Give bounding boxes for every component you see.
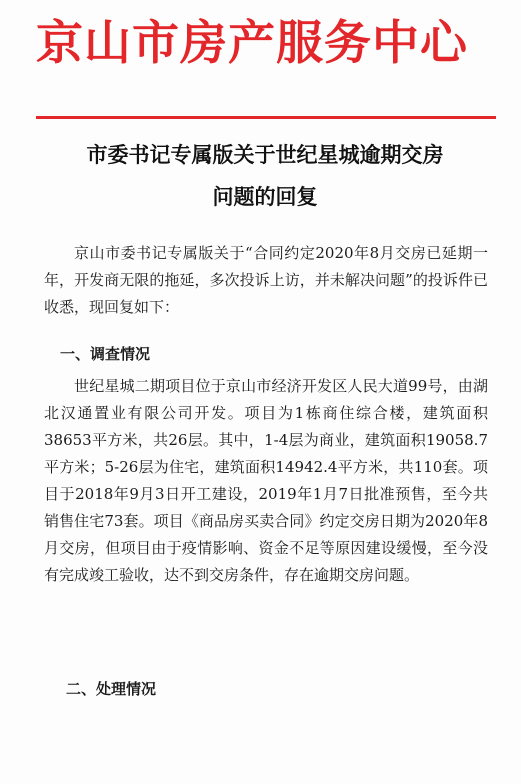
letterhead-org-name: 京山市房产服务中心 (36, 16, 468, 71)
intro-paragraph: 京山市委书记专属版关于“合同约定2020年8月交房已延期一年，开发商无限的拖延，多次投诉上访，并未解决问题”的投诉件已收悉，现回复如下： (44, 244, 488, 316)
document-title (40, 134, 490, 218)
document-title-line-1: 市委书记专属版关于世纪星城逾期交房 (86, 143, 444, 167)
section-1-paragraph: 世纪星城二期项目位于京山市经济开发区人民大道99号，由湖北汉通置业有限公司开发。项目为1栋商住综合楼，建筑面积38653平方米，共26层。其中，1-4层为商业，建筑面积19058.7平方米；5-26层为住宅，建筑面积14942.4平方米，共110套。项目于2018年9月3日开工建设，2019年1月7日批准预售，至今共销售住宅73套。项目《商品房买卖合同》约定交房日期为2020年8月交房，但项目由于疫情影响、资金不足等原因建设缓慢，至今没有完成竣工验收，达不到交房条件，存在逾期交房问题。 (44, 377, 488, 584)
section-2-heading: 二、处理情况 (66, 680, 157, 698)
section-1-heading: 一、调查情况 (60, 345, 151, 363)
letterhead-red-rule (36, 116, 496, 119)
document-title-line-2: 问题的回复 (212, 185, 318, 209)
